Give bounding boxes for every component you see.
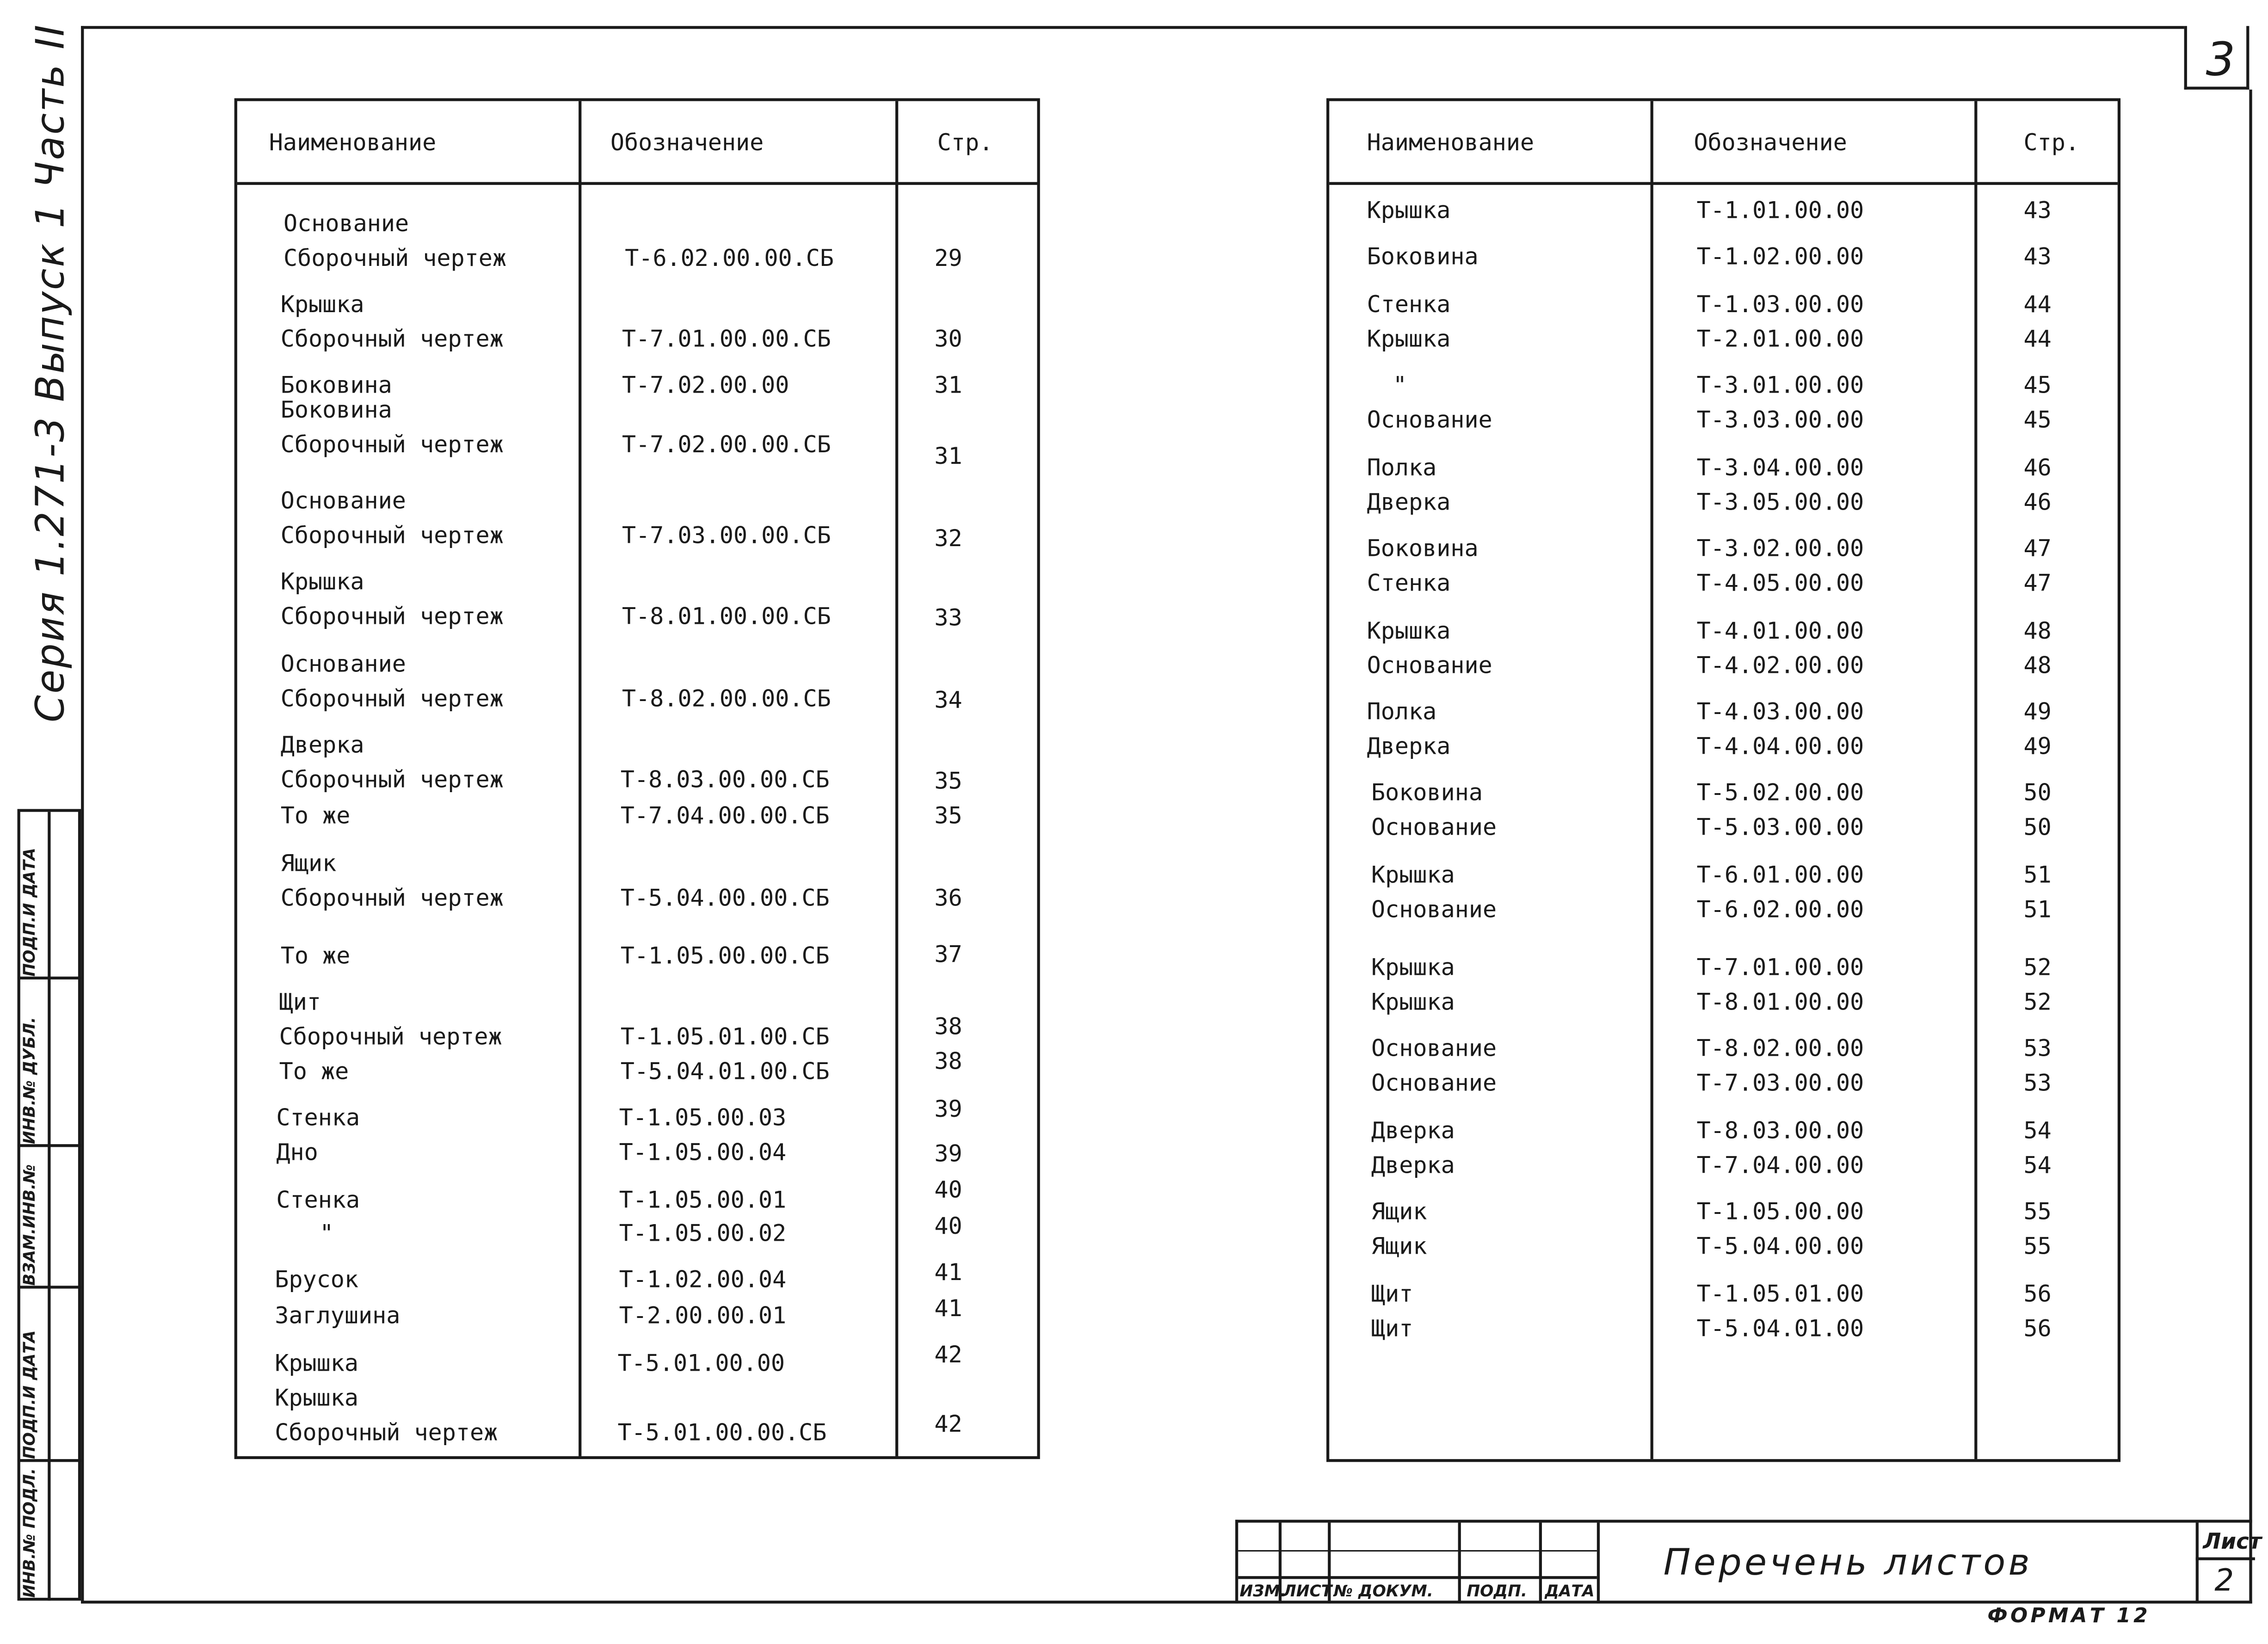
right-row-name: Дверка (1371, 1151, 1455, 1179)
sheet-label: Лист (2203, 1528, 2262, 1555)
right-row-code: Т-1.05.00.00 (1696, 1197, 1864, 1225)
left-row-page: 39 (934, 1139, 962, 1168)
right-row-code: Т-7.01.00.00 (1696, 953, 1864, 981)
right-row-name: Дверка (1367, 488, 1451, 516)
left-row-page: 42 (934, 1340, 962, 1368)
right-row-code: Т-5.03.00.00 (1696, 813, 1864, 841)
left-row-name: Сборочный чертеж (280, 884, 504, 912)
title-block-title: Перечень листов (1663, 1541, 2033, 1583)
right-row-name: Крышка (1367, 616, 1451, 645)
right-row-page: 46 (2023, 453, 2052, 481)
format-label: ФОРМАТ 12 (1987, 1605, 2151, 1628)
right-row-code: Т-7.03.00.00 (1696, 1069, 1864, 1097)
left-row-code: Т-1.05.01.00.СБ (620, 1022, 830, 1051)
right-row-page: 55 (2023, 1197, 2052, 1225)
right-row-page: 48 (2023, 651, 2052, 679)
right-row-page: 53 (2023, 1034, 2052, 1062)
right-header-name: Наименование (1367, 129, 1535, 156)
right-row-name: Основание (1367, 406, 1492, 434)
right-row-name: Ящик (1371, 1232, 1427, 1260)
right-row-code: Т-8.03.00.00 (1696, 1116, 1864, 1145)
frame-top (81, 26, 2184, 29)
right-row-page: 51 (2023, 895, 2052, 924)
left-row-name: Щит (279, 988, 321, 1016)
right-row-page: 55 (2023, 1232, 2052, 1260)
right-row-name: Крышка (1367, 196, 1451, 224)
right-row-code: Т-7.04.00.00 (1696, 1151, 1864, 1179)
corner-number: 3 (2206, 31, 2236, 87)
left-header-page: Стр. (937, 129, 993, 156)
right-row-code: Т-4.05.00.00 (1696, 569, 1864, 597)
left-row-code: Т-7.02.00.00 (622, 371, 789, 399)
right-row-page: 49 (2023, 732, 2052, 760)
left-row-code: Т-1.05.00.01 (619, 1186, 787, 1214)
left-row-page: 40 (934, 1176, 962, 1204)
right-row-name: Основание (1371, 813, 1497, 841)
right-row-name: Ящик (1371, 1197, 1427, 1225)
right-row-page: 52 (2023, 953, 2052, 981)
left-row-page: 39 (934, 1095, 962, 1123)
left-row-name: Сборочный чертеж (284, 244, 507, 272)
left-sheet-list-table (234, 98, 1040, 1459)
right-row-code: Т-3.05.00.00 (1696, 488, 1864, 516)
left-row-name: " (320, 1219, 334, 1247)
left-row-page: 35 (934, 801, 962, 830)
left-row-name: Боковина (280, 371, 392, 399)
right-row-code: Т-6.02.00.00 (1696, 895, 1864, 924)
left-row-name: Крышка (275, 1349, 359, 1377)
left-row-page: 33 (934, 603, 962, 632)
left-row-name: Сборочный чертеж (279, 1022, 502, 1051)
left-row-name: Стенка (276, 1103, 360, 1132)
right-row-code: Т-8.01.00.00 (1696, 988, 1864, 1016)
side-stamp-label: ПОДП.И ДАТА (20, 848, 39, 977)
left-row-code: Т-5.04.00.00.СБ (620, 884, 830, 912)
left-header-name: Наименование (269, 129, 437, 156)
right-row-page: 43 (2023, 196, 2052, 224)
left-row-code: Т-7.03.00.00.СБ (622, 521, 831, 549)
right-row-page: 50 (2023, 813, 2052, 841)
side-stamp-label: ИНВ.№ ДУБЛ. (20, 1017, 39, 1145)
left-row-code: Т-2.00.00.01 (619, 1301, 787, 1329)
left-row-name: Сборочный чертеж (280, 684, 504, 713)
left-row-code: Т-8.01.00.00.СБ (622, 602, 831, 630)
right-header-code: Обозначение (1694, 129, 1847, 156)
right-row-code: Т-3.01.00.00 (1696, 371, 1864, 399)
right-row-code: Т-2.01.00.00 (1696, 325, 1864, 353)
left-row-page: 41 (934, 1294, 962, 1322)
right-row-name: Крышка (1371, 988, 1455, 1016)
right-row-page: 53 (2023, 1069, 2052, 1097)
left-row-page: 31 (934, 442, 962, 470)
left-row-name: Сборочный чертеж (280, 602, 504, 630)
right-row-page: 44 (2023, 290, 2052, 318)
right-row-name: Стенка (1367, 569, 1451, 597)
left-row-name: Крышка (275, 1384, 359, 1412)
left-row-name: То же (280, 942, 351, 970)
left-row-page: 41 (934, 1258, 962, 1286)
right-row-name: Щит (1371, 1314, 1413, 1342)
right-row-page: 45 (2023, 371, 2052, 399)
left-row-code: Т-1.02.00.04 (619, 1265, 787, 1293)
right-row-page: 48 (2023, 616, 2052, 645)
left-row-code: Т-6.02.00.00.СБ (625, 244, 834, 272)
right-row-code: Т-1.02.00.00 (1696, 242, 1864, 271)
left-row-code: Т-7.01.00.00.СБ (622, 325, 831, 353)
left-row-page: 31 (934, 371, 962, 399)
left-row-name: Крышка (280, 290, 364, 318)
right-row-name: Дверка (1367, 732, 1451, 760)
left-row-name: Заглушина (275, 1301, 401, 1329)
right-row-page: 46 (2023, 488, 2052, 516)
left-row-name: Сборочный чертеж (280, 765, 504, 794)
right-row-code: Т-4.01.00.00 (1696, 616, 1864, 645)
right-row-name: Стенка (1367, 290, 1451, 318)
left-row-code: Т-7.04.00.00.СБ (620, 801, 830, 830)
left-row-page: 37 (934, 940, 962, 968)
left-row-name: Крышка (280, 567, 364, 596)
left-row-page: 38 (934, 1012, 962, 1041)
left-row-name: То же (280, 801, 351, 830)
col-doc: № ДОКУМ. (1333, 1582, 1433, 1601)
left-row-name: Боковина (280, 395, 392, 424)
left-row-page: 36 (934, 884, 962, 912)
left-row-name: Основание (280, 486, 406, 515)
side-stamp-label: ВЗАМ.ИНВ.№ (20, 1164, 39, 1286)
right-row-code: Т-1.05.01.00 (1696, 1280, 1864, 1308)
left-row-code: Т-5.01.00.00 (617, 1349, 785, 1377)
right-row-code: Т-5.04.00.00 (1696, 1232, 1864, 1260)
left-row-name: Дверка (280, 731, 364, 759)
right-row-name: Щит (1371, 1280, 1413, 1308)
right-header-page: Стр. (2023, 129, 2080, 156)
left-row-name: Дно (276, 1138, 318, 1166)
left-row-code: Т-8.03.00.00.СБ (620, 765, 830, 794)
side-stamp-label: ИНВ.№ ПОДЛ. (20, 1468, 39, 1598)
right-row-code: Т-6.01.00.00 (1696, 861, 1864, 889)
left-row-code: Т-5.01.00.00.СБ (617, 1418, 827, 1447)
right-row-page: 49 (2023, 697, 2052, 726)
right-row-page: 56 (2023, 1280, 2052, 1308)
right-row-name: Боковина (1371, 778, 1483, 807)
right-row-page: 52 (2023, 988, 2052, 1016)
left-row-name: Сборочный чертеж (275, 1418, 498, 1447)
left-header-code: Обозначение (610, 129, 764, 156)
left-row-code: Т-8.02.00.00.СБ (622, 684, 831, 713)
sheet-number: 2 (2214, 1563, 2234, 1598)
left-row-page: 34 (934, 686, 962, 714)
side-series-title: Серия 1.271-3 Выпуск 1 Часть II (29, 23, 74, 722)
right-row-name: Основание (1371, 1069, 1497, 1097)
right-row-page: 45 (2023, 406, 2052, 434)
right-row-page: 47 (2023, 534, 2052, 562)
side-stamp-label: ПОДП.И ДАТА (20, 1330, 39, 1459)
right-row-name: Боковина (1367, 242, 1479, 271)
right-row-code: Т-4.03.00.00 (1696, 697, 1864, 726)
left-row-code: Т-1.05.00.02 (619, 1219, 787, 1247)
right-row-name: Основание (1371, 1034, 1497, 1062)
left-row-page: 29 (934, 244, 962, 272)
right-row-name: " (1393, 371, 1407, 399)
col-izm: ИЗМ. (1239, 1582, 1286, 1601)
left-row-code: Т-1.05.00.00.СБ (620, 942, 830, 970)
right-row-code: Т-3.03.00.00 (1696, 406, 1864, 434)
col-sign: ПОДП. (1467, 1582, 1527, 1601)
right-row-page: 51 (2023, 861, 2052, 889)
left-row-name: Основание (280, 650, 406, 678)
left-row-code: Т-5.04.01.00.СБ (620, 1057, 830, 1085)
right-row-name: Крышка (1371, 953, 1455, 981)
left-row-name: Стенка (276, 1186, 360, 1214)
col-list: ЛИСТ (1283, 1582, 1332, 1601)
left-row-name: Ящик (280, 849, 337, 877)
right-row-name: Дверка (1371, 1116, 1455, 1145)
left-row-page: 32 (934, 524, 962, 552)
right-row-code: Т-3.02.00.00 (1696, 534, 1864, 562)
right-row-code: Т-4.04.00.00 (1696, 732, 1864, 760)
left-row-code: Т-1.05.00.03 (619, 1103, 787, 1132)
title-block (1235, 1520, 2262, 1603)
left-row-name: Сборочный чертеж (280, 325, 504, 353)
right-row-code: Т-5.02.00.00 (1696, 778, 1864, 807)
frame-left (81, 26, 84, 1603)
left-row-code: Т-1.05.00.04 (619, 1138, 787, 1166)
right-row-page: 47 (2023, 569, 2052, 597)
right-row-page: 44 (2023, 325, 2052, 353)
corner-number-box (2184, 26, 2250, 89)
left-row-name: Основание (284, 209, 409, 237)
right-row-name: Основание (1367, 651, 1492, 679)
right-row-name: Полка (1367, 697, 1437, 726)
right-row-code: Т-1.03.00.00 (1696, 290, 1864, 318)
right-row-code: Т-3.04.00.00 (1696, 453, 1864, 481)
right-row-name: Крышка (1367, 325, 1451, 353)
right-row-code: Т-8.02.00.00 (1696, 1034, 1864, 1062)
right-row-page: 43 (2023, 242, 2052, 271)
left-row-name: Брусок (275, 1265, 359, 1293)
right-sheet-list-table (1326, 98, 2120, 1462)
left-row-page: 38 (934, 1047, 962, 1075)
right-row-code: Т-5.04.01.00 (1696, 1314, 1864, 1342)
right-row-name: Полка (1367, 453, 1437, 481)
right-row-code: Т-4.02.00.00 (1696, 651, 1864, 679)
right-row-page: 54 (2023, 1116, 2052, 1145)
frame-right (2249, 90, 2252, 1604)
left-row-page: 35 (934, 767, 962, 795)
right-row-name: Основание (1371, 895, 1497, 924)
right-row-page: 50 (2023, 778, 2052, 807)
left-row-page: 40 (934, 1212, 962, 1240)
col-date: ДАТА (1545, 1582, 1595, 1601)
left-row-page: 42 (934, 1410, 962, 1438)
left-row-name: Сборочный чертеж (280, 430, 504, 458)
left-row-name: Сборочный чертеж (280, 521, 504, 549)
right-row-page: 56 (2023, 1314, 2052, 1342)
right-row-name: Боковина (1367, 534, 1479, 562)
left-row-page: 30 (934, 325, 962, 353)
right-row-name: Крышка (1371, 861, 1455, 889)
left-row-code: Т-7.02.00.00.СБ (622, 430, 831, 458)
right-row-code: Т-1.01.00.00 (1696, 196, 1864, 224)
left-row-name: То же (279, 1057, 349, 1085)
right-row-page: 54 (2023, 1151, 2052, 1179)
